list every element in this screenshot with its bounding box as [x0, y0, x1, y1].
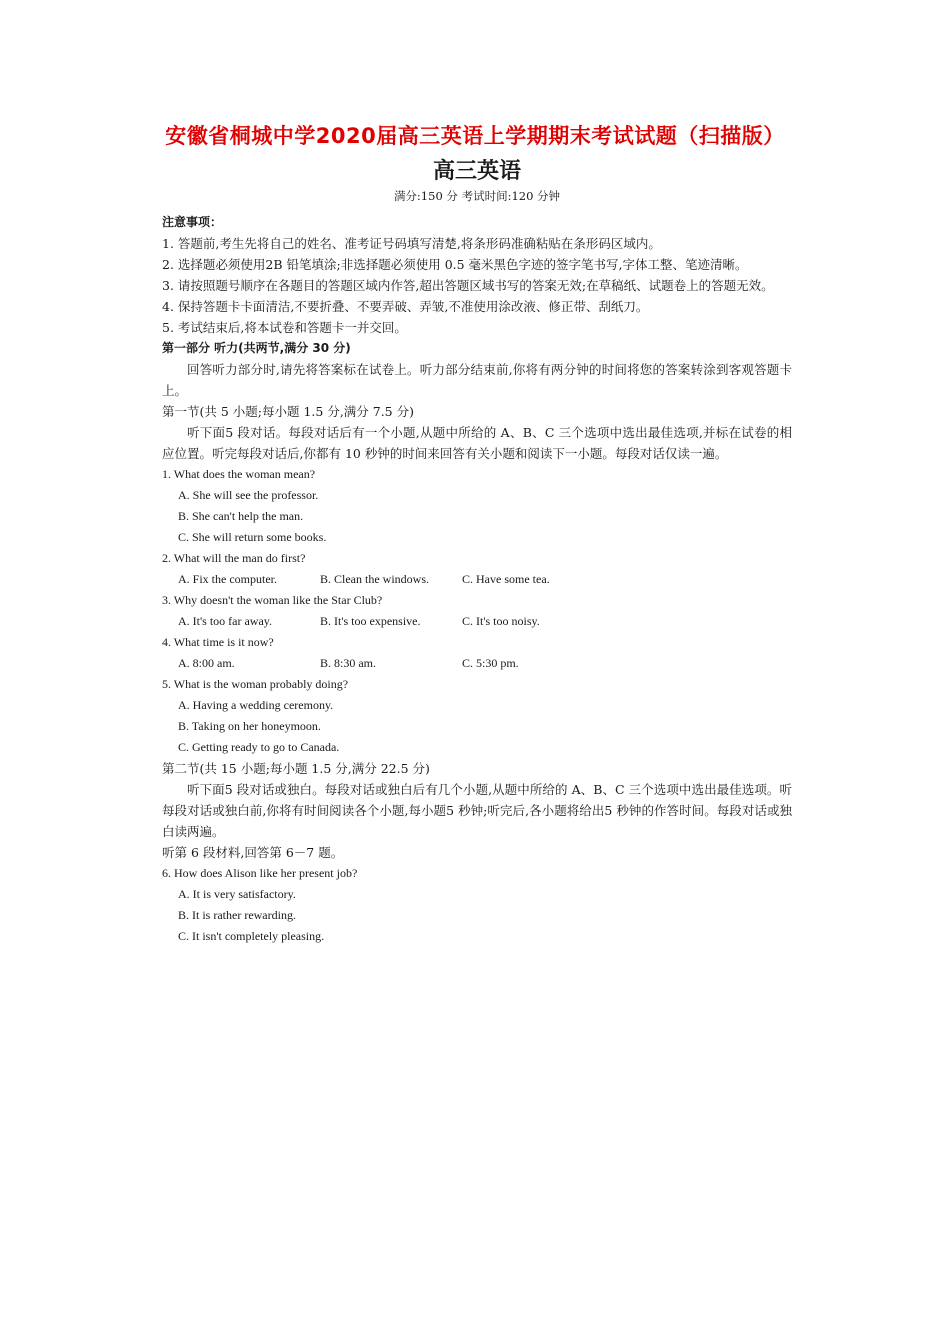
notes-heading: 注意事项： — [162, 215, 223, 229]
option: C. 5:30 pm. — [462, 656, 519, 670]
options-row — [162, 569, 792, 590]
section2-intro: 听下面5 段对话或独白。每段对话或独白后有几个小题,从题中所给的 A、B、C 三个选项中选出最佳选项。听每段对话或独白前,你将有时间阅读各个小题,每小题5 秒钟;听完后,各小题将给出5 秒钟的作答时间。每段对话或独白读两遍。 — [162, 782, 792, 839]
option: A. Having a wedding ceremony. — [178, 698, 334, 712]
option: C. Have some tea. — [462, 572, 550, 586]
question-stem: 2. What will the man do first? — [162, 551, 306, 565]
section2-heading: 第二节(共 15 小题;每小题 1.5 分,满分 22.5 分) — [162, 761, 430, 776]
question-stem: 3. Why doesn't the woman like the Star Club? — [162, 593, 383, 607]
exam-meta: 满分:150 分 考试时间:120 分钟 — [393, 189, 561, 203]
note-item: 5. 考试结束后,将本试卷和答题卡一并交回。 — [162, 320, 407, 335]
question-stem: 4. What time is it now? — [162, 635, 274, 649]
option: C. It isn't completely pleasing. — [178, 929, 325, 943]
option: C. Getting ready to go to Canada. — [178, 740, 340, 754]
option: B. 8:30 am. — [320, 656, 376, 670]
section1-intro: 听下面5 段对话。每段对话后有一个小题,从题中所给的 A、B、C 三个选项中选出最佳选项,并标在试卷的相应位置。听完每段对话后,你都有 10 秒钟的时间来回答有关小题和阅读下一小题。每段对话仅读一遍。 — [162, 425, 792, 461]
option: A. 8:00 am. — [178, 656, 235, 670]
section1-heading: 第一节(共 5 小题;每小题 1.5 分,满分 7.5 分) — [162, 404, 414, 419]
part1-intro: 回答听力部分时,请先将答案标在试卷上。听力部分结束前,你将有两分钟的时间将您的答案转涂到客观答题卡上。 — [162, 362, 792, 398]
document-title: 安徽省桐城中学2020届高三英语上学期期末考试试题（扫描版） — [165, 124, 785, 148]
exam-subject: 高三英语 — [432, 158, 521, 184]
option: C. She will return some books. — [178, 530, 327, 544]
question-stem: 6. How does Alison like her present job? — [162, 866, 358, 880]
option: A. Fix the computer. — [178, 572, 277, 586]
note-item: 3. 请按照题号顺序在各题目的答题区域内作答,超出答题区域书写的答案无效;在草稿纸、试题卷上的答题无效。 — [162, 278, 774, 293]
note-item: 2. 选择题必须使用2B 铅笔填涂;非选择题必须使用 0.5 毫米黑色字迹的签字笔书写,字体工整、笔迹清晰。 — [162, 257, 748, 272]
option: B. Taking on her honeymoon. — [178, 719, 321, 733]
part1-heading: 第一部分 听力(共两节,满分 30 分) — [162, 341, 351, 355]
question-stem: 1. What does the woman mean? — [162, 467, 316, 481]
note-item: 1. 答题前,考生先将自己的姓名、准考证号码填写清楚,将条形码准确粘贴在条形码区域内。 — [162, 236, 661, 251]
scanned-exam-page — [162, 150, 792, 947]
option: B. It's too expensive. — [320, 614, 421, 628]
option: A. It's too far away. — [178, 614, 273, 628]
option: B. Clean the windows. — [320, 572, 429, 586]
option: B. She can't help the man. — [178, 509, 304, 523]
options-row — [162, 611, 792, 632]
options-row — [162, 653, 792, 674]
option: A. She will see the professor. — [178, 488, 319, 502]
option: B. It is rather rewarding. — [178, 908, 296, 922]
material-instruction: 听第 6 段材料,回答第 6－7 题。 — [162, 845, 344, 860]
option: C. It's too noisy. — [462, 614, 540, 628]
option: A. It is very satisfactory. — [178, 887, 296, 901]
question-stem: 5. What is the woman probably doing? — [162, 677, 349, 691]
note-item: 4. 保持答题卡卡面清洁,不要折叠、不要弄破、弄皱,不准使用涂改液、修正带、刮纸刀。 — [162, 299, 649, 314]
